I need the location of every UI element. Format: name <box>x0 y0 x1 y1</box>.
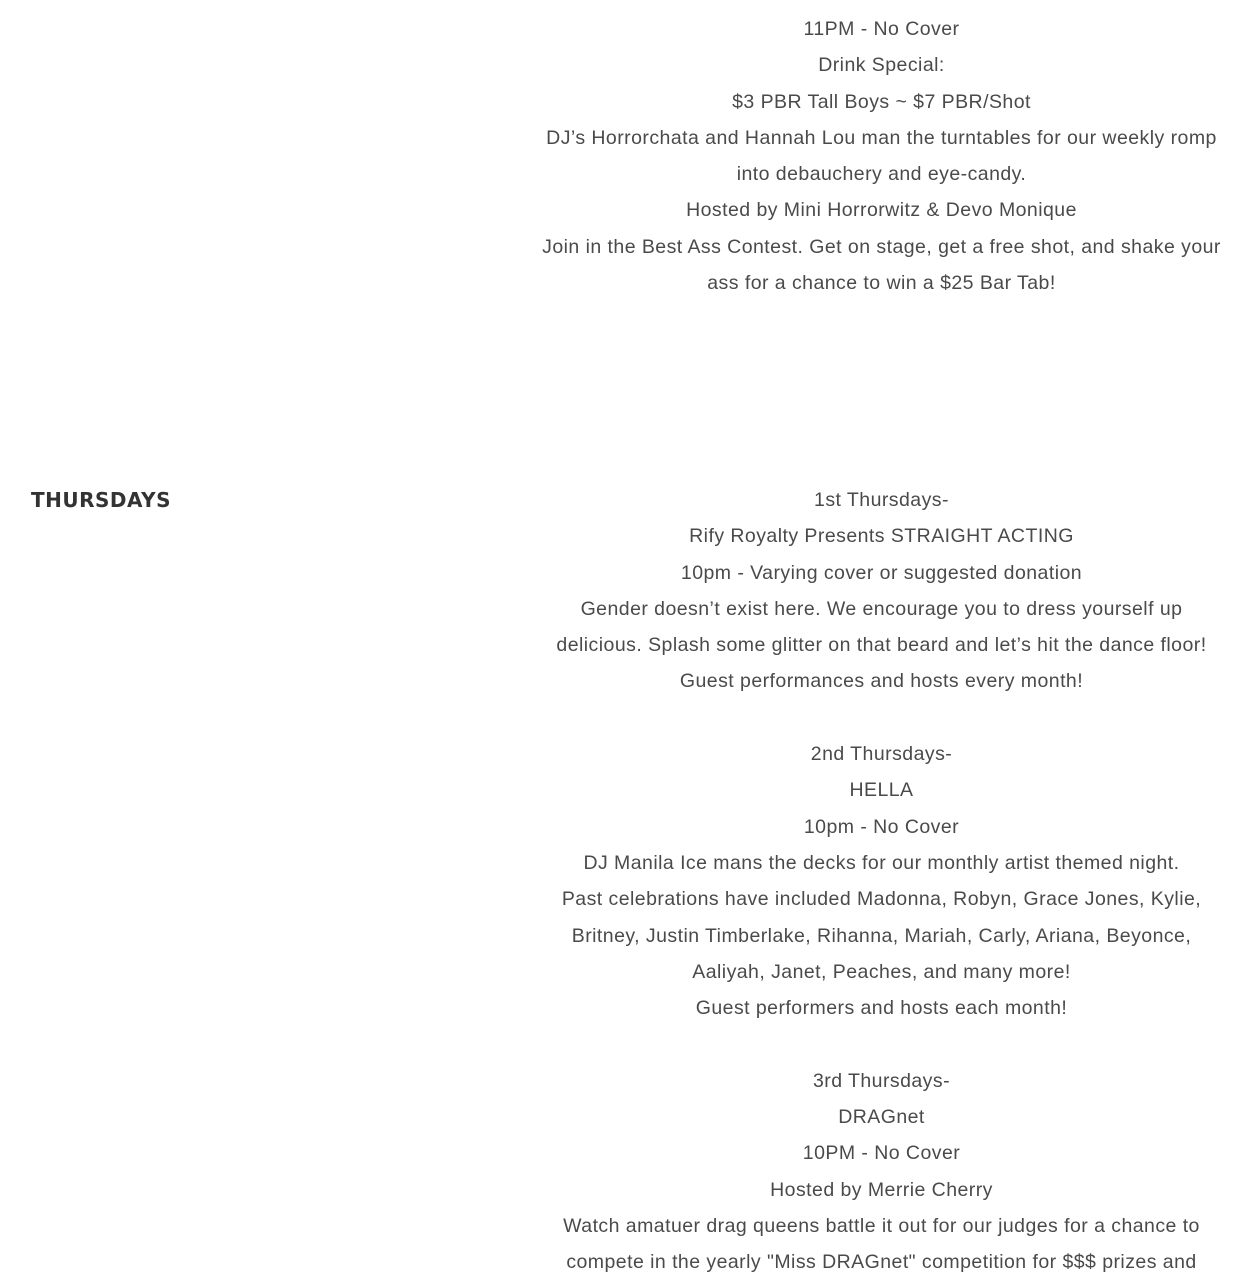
event-description-line: Watch amatuer drag queens battle it out for our judges for a chance to <box>563 1214 1200 1237</box>
event-description-line: into debauchery and eye-candy. <box>736 163 1027 186</box>
second-thursday-event <box>530 736 1233 1026</box>
event-hosts: Hosted by Merrie Cherry <box>770 1178 993 1201</box>
event-week-label: 2nd Thursdays- <box>810 743 953 766</box>
drink-special-prices: $3 PBR Tall Boys ~ $7 PBR/Shot <box>732 90 1031 113</box>
spacer <box>530 700 1233 736</box>
spacer <box>530 1026 1233 1062</box>
event-week-label: 3rd Thursdays- <box>812 1069 951 1092</box>
event-time-cover: 10pm - No Cover <box>803 815 960 838</box>
event-description-line: compete in the yearly "Miss DRAGnet" competition for $$$ prizes and <box>566 1251 1197 1274</box>
event-description-line: delicious. Splash some glitter on that beard and let’s hit the dance floor! <box>556 634 1207 657</box>
event-contest-line: ass for a chance to win a $25 Bar Tab! <box>707 272 1056 295</box>
event-description-line: Aaliyah, Janet, Peaches, and many more! <box>692 960 1071 983</box>
event-title: HELLA <box>849 779 914 802</box>
event-description-line: DJ’s Horrorchata and Hannah Lou man the turntables for our weekly romp <box>546 126 1217 149</box>
thursdays-section <box>0 486 1250 1286</box>
event-guests-line: Guest performers and hosts each month! <box>695 997 1068 1020</box>
third-thursday-event <box>530 1063 1233 1281</box>
previous-day-event-details <box>530 11 1233 301</box>
event-time-cover: 10pm - Varying cover or suggested donation <box>680 561 1083 584</box>
event-time-cover: 11PM - No Cover <box>803 18 960 40</box>
event-week-label: 1st Thursdays- <box>814 489 949 511</box>
drink-special-label: Drink Special: <box>818 54 945 77</box>
event-description-line: Gender doesn’t exist here. We encourage you to dress yourself up <box>580 597 1183 620</box>
day-heading-thursdays: THURSDAYS <box>31 488 171 512</box>
thursdays-event-details <box>530 482 1233 1281</box>
first-thursday-event <box>530 482 1233 700</box>
event-title: Rify Royalty Presents STRAIGHT ACTING <box>689 525 1074 548</box>
event-guests-line: Guest performances and hosts every month! <box>679 670 1084 693</box>
event-description-line: Past celebrations have included Madonna, Robyn, Grace Jones, Kylie, <box>561 888 1202 911</box>
event-time-cover: 10PM - No Cover <box>802 1142 961 1165</box>
event-contest-line: Join in the Best Ass Contest. Get on stage, get a free shot, and shake your <box>542 235 1221 258</box>
event-hosts: Hosted by Mini Horrorwitz & Devo Monique <box>686 199 1077 222</box>
event-description-line: DJ Manila Ice mans the decks for our monthly artist themed night. <box>583 851 1180 874</box>
previous-day-section <box>0 0 1250 306</box>
event-description-line: Britney, Justin Timberlake, Rihanna, Mariah, Carly, Ariana, Beyonce, <box>571 924 1192 947</box>
event-title: DRAGnet <box>838 1106 925 1129</box>
